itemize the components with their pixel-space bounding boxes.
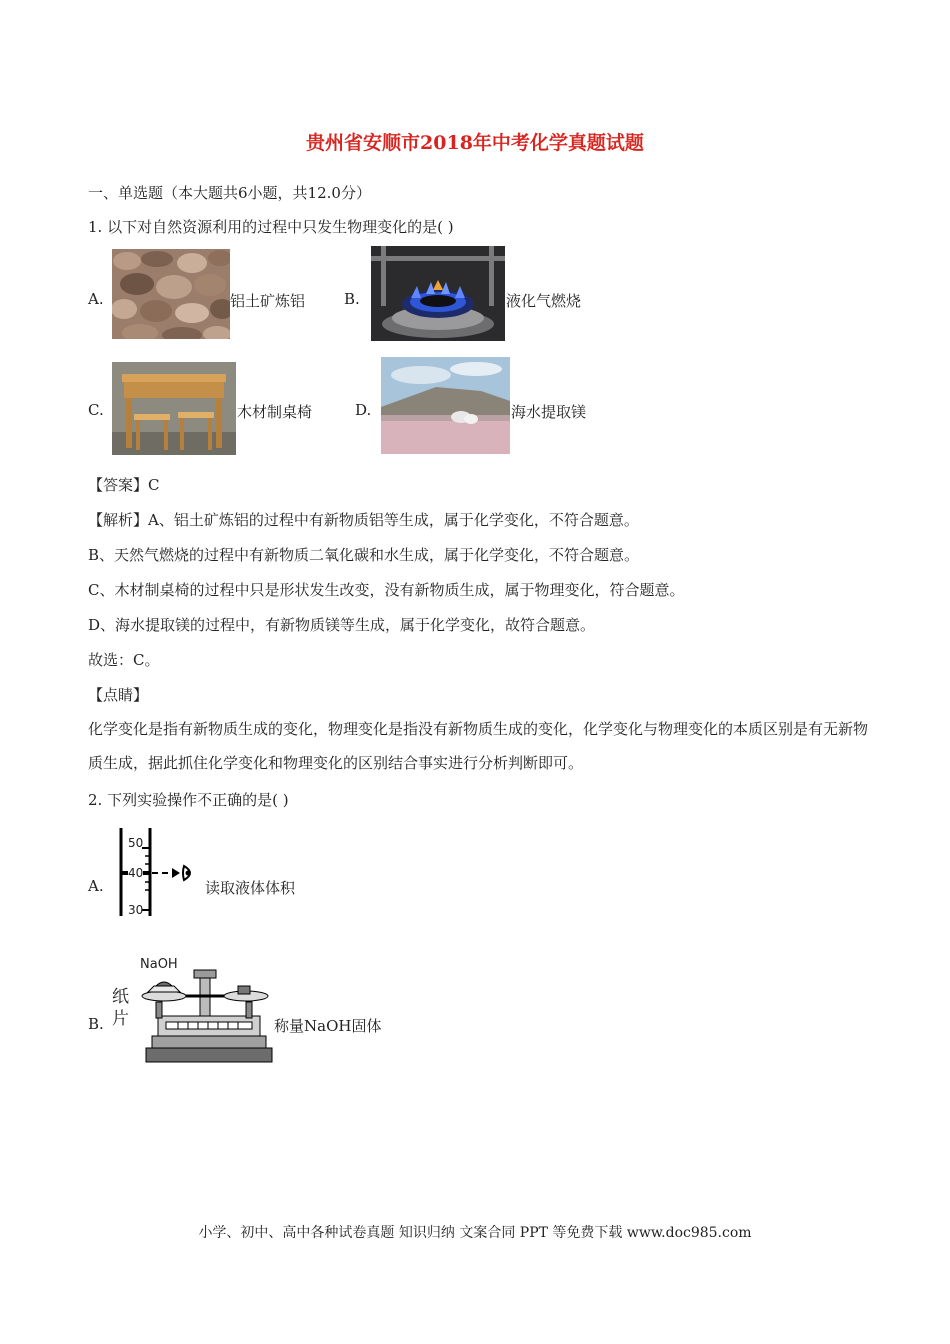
q1-option-a-text: 铝土矿炼铝 — [230, 292, 306, 310]
q1-analysis-line-4: D、海水提取镁的过程中，有新物质镁等生成，属于化学变化，故符合题意。 — [88, 616, 596, 634]
q1-answer: 【答案】C — [88, 476, 160, 494]
q1-option-c-text: 木材制桌椅 — [237, 403, 313, 421]
q1-option-b-letter: B. — [344, 290, 360, 308]
q2-option-b-text: 称量NaOH固体 — [274, 1017, 382, 1035]
naoh-label: NaOH — [140, 957, 178, 972]
salt-pan-photo — [381, 357, 510, 454]
q1-analysis-line-1: 【解析】A、铝土矿炼铝的过程中有新物质铝等生成，属于化学变化，不符合题意。 — [88, 511, 639, 529]
cylinder-mark-50: 50 — [128, 836, 144, 850]
page-footer: 小学、初中、高中各种试卷真题 知识归纳 文案合同 PPT 等免费下载 www.doc985.com — [198, 1225, 752, 1241]
q2-option-b-letter: B. — [88, 1015, 104, 1033]
bauxite-ore-photo — [112, 249, 230, 339]
q1-option-a-letter: A. — [88, 290, 104, 308]
page-title: 贵州省安顺市2018年中考化学真题试题 — [306, 132, 644, 154]
cylinder-mark-40: 40 — [128, 866, 144, 880]
q1-analysis-line-2: B、天然气燃烧的过程中有新物质二氧化碳和水生成，属于化学变化，不符合题意。 — [88, 546, 640, 564]
q1-option-d-letter: D. — [355, 401, 372, 419]
gas-stove-flame-photo — [371, 246, 505, 341]
q1-tip-label: 【点睛】 — [88, 686, 149, 704]
q1-analysis-line-3: C、木材制桌椅的过程中只是形状发生改变，没有新物质生成，属于物理变化，符合题意。 — [88, 581, 685, 599]
paper-label-1: 纸 — [112, 987, 129, 1007]
question-2-stem: 2. 下列实验操作不正确的是( ) — [88, 791, 289, 809]
q1-tip-text: 化学变化是指有新物质生成的变化，物理变化是指没有新物质生成的变化，化学变化与物理变化的本质区别是有无新物质生成，据此抓住化学变化和物理变化的区别结合事实进行分析判断即可。 — [88, 720, 869, 772]
question-1-stem: 1. 以下对自然资源利用的过程中只发生物理变化的是( ) — [88, 218, 454, 236]
q2-option-a-letter: A. — [88, 877, 104, 895]
paper-label-2: 片 — [112, 1009, 129, 1029]
q1-option-c-letter: C. — [88, 401, 104, 419]
graduated-cylinder-reading-diagram — [112, 826, 202, 918]
q1-conclusion: 故选：C。 — [88, 651, 160, 669]
cylinder-mark-30: 30 — [128, 903, 144, 917]
section-heading: 一、单选题（本大题共6小题，共12.0分） — [88, 184, 371, 202]
q1-option-b-text: 液化气燃烧 — [506, 292, 582, 310]
q1-option-d-text: 海水提取镁 — [511, 403, 587, 421]
wooden-desk-chairs-photo — [112, 362, 236, 455]
q2-option-a-text: 读取液体体积 — [205, 879, 296, 897]
balance-weighing-diagram — [108, 952, 274, 1064]
